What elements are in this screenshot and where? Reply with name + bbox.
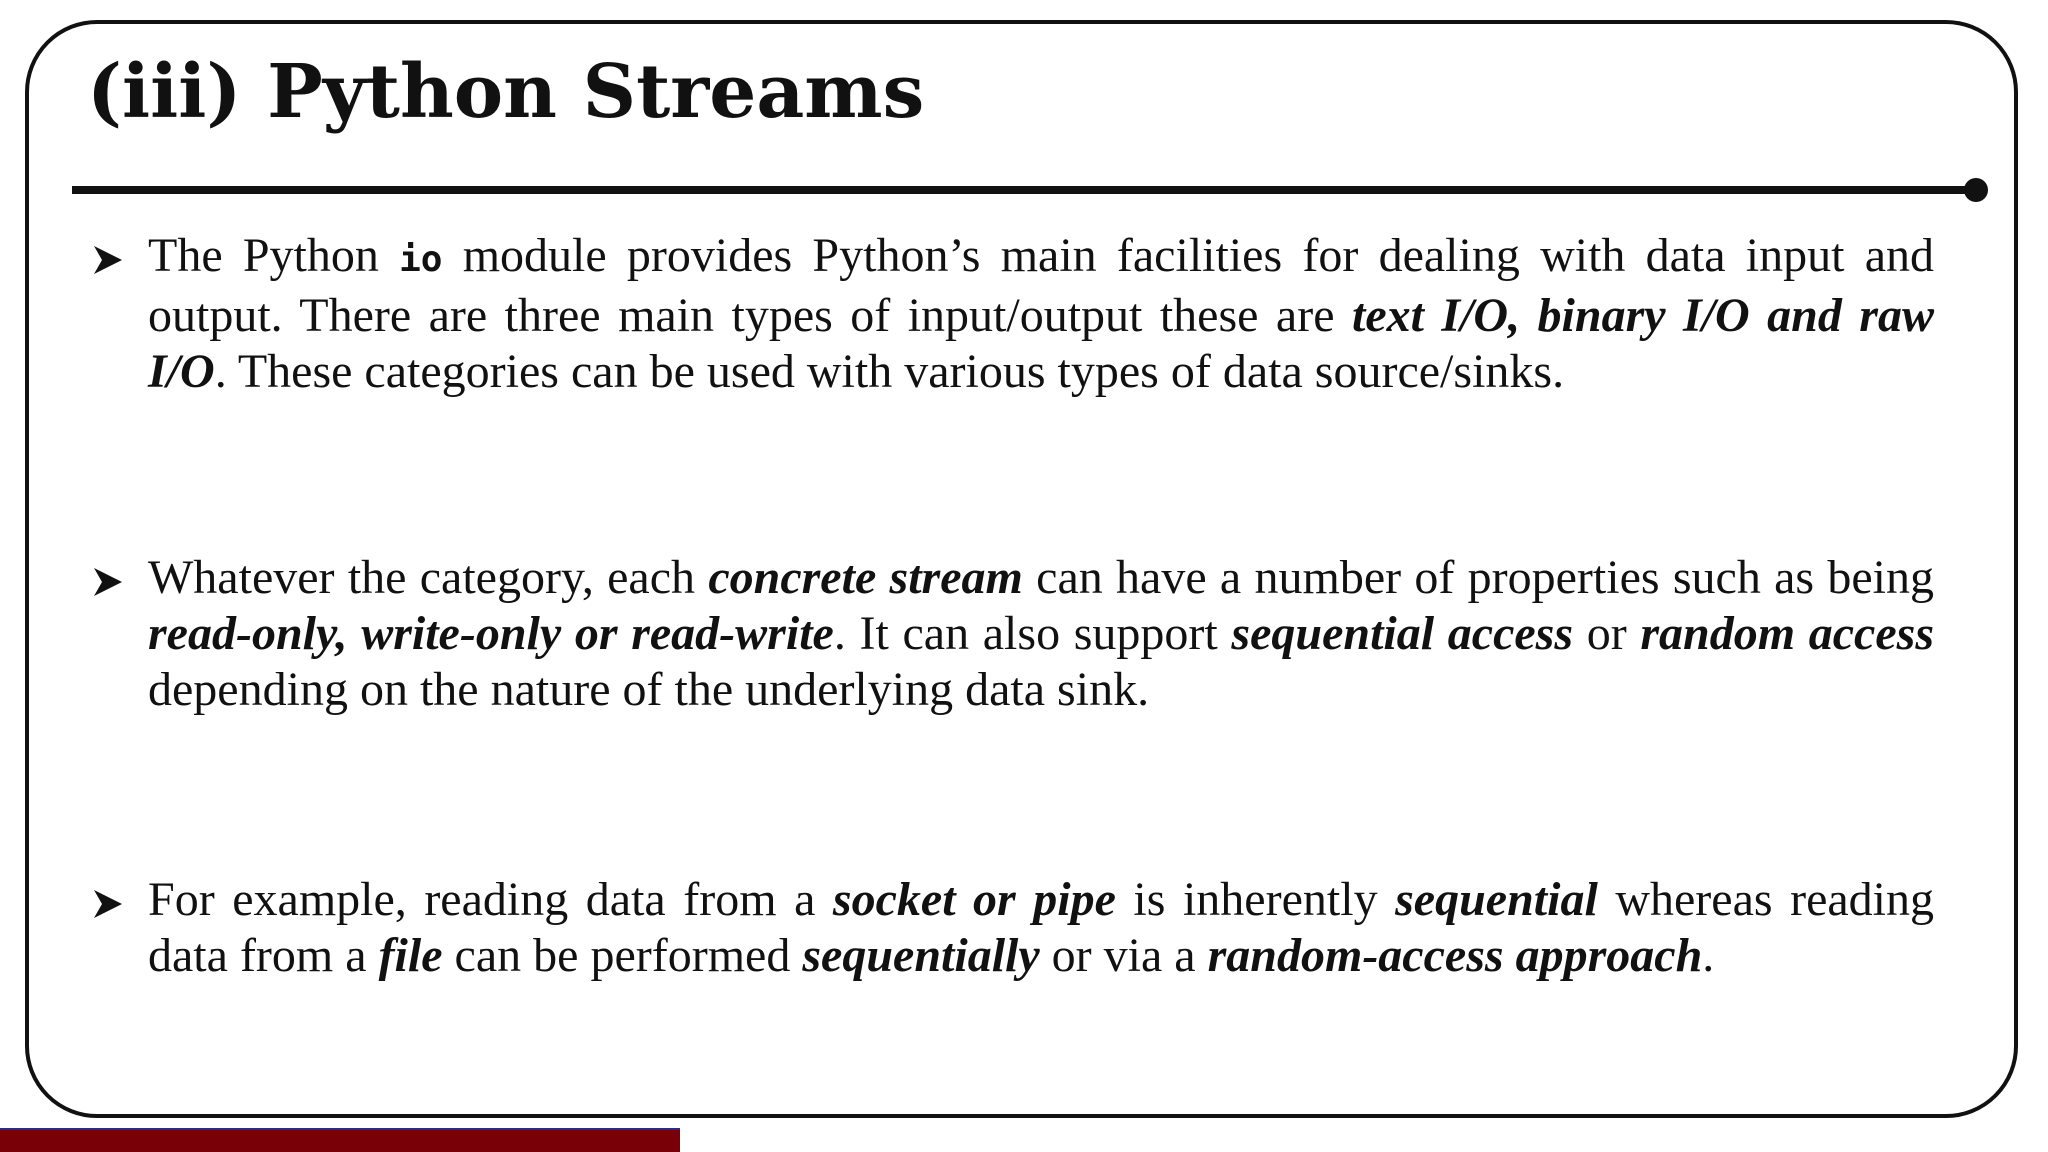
body-text: is inherently <box>1115 873 1396 926</box>
arrowhead-bullet-icon <box>90 564 126 600</box>
footer-accent-bar <box>0 1128 680 1152</box>
bullet-text <box>148 228 1934 400</box>
emphasis-text: file <box>378 929 443 982</box>
title-rule-end-dot <box>1964 178 1988 202</box>
title-rule <box>72 186 1974 194</box>
bullet-text <box>148 550 1934 718</box>
body-text: . <box>1702 929 1715 982</box>
emphasis-text: sequential <box>1395 873 1598 926</box>
emphasis-text: sequential access <box>1231 607 1574 660</box>
body-text: can have a number of properties such as being <box>1022 551 1935 604</box>
body-text: module provides Python’s main facilities for dealing with data input and output. There are three main types of input/output these are <box>148 229 1934 342</box>
body-text: whereas reading data from a <box>148 873 1935 982</box>
emphasis-text: random-access approach <box>1207 929 1703 982</box>
body-text: . It can also support <box>833 607 1232 660</box>
slide-title: (iii) Python Streams <box>87 49 925 135</box>
body-text: . These categories can be used with various types of data source/sinks. <box>214 345 1565 398</box>
body-text: can be performed <box>442 929 803 982</box>
slide-content <box>90 228 1940 1078</box>
body-text: The Python <box>148 229 400 282</box>
emphasis-text: socket or pipe <box>832 873 1116 926</box>
emphasis-text: concrete stream <box>708 551 1023 604</box>
body-text: or <box>1573 607 1641 660</box>
arrowhead-bullet-icon <box>90 242 126 278</box>
inline-code: io <box>399 239 443 280</box>
emphasis-text: sequentially <box>802 929 1040 982</box>
body-text: For example, reading data from a <box>148 873 833 926</box>
body-text: Whatever the category, each <box>148 551 709 604</box>
body-text: depending on the nature of the underlying data sink. <box>148 663 1150 716</box>
emphasis-text: read-only, write-only or read-write <box>148 607 834 660</box>
body-text: or via a <box>1039 929 1208 982</box>
bullet-text <box>148 872 1934 984</box>
arrowhead-bullet-icon <box>90 886 126 922</box>
emphasis-text: random access <box>1640 607 1934 660</box>
emphasis-text: text I/O, binary I/O and raw I/O <box>148 289 1935 398</box>
